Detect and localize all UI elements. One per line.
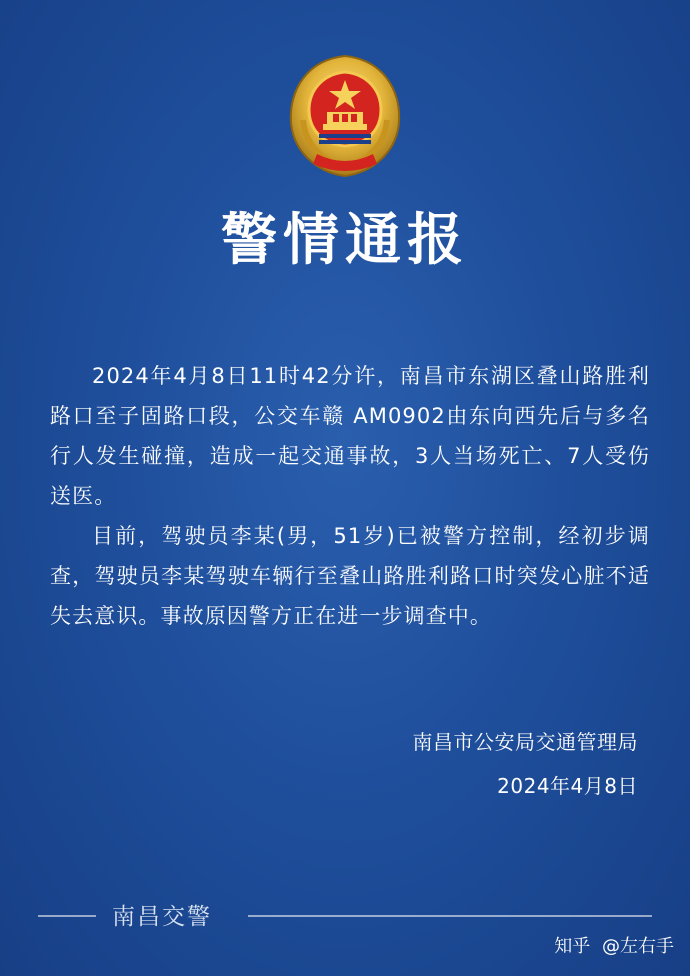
notice-title: 警情通报 [221,207,469,273]
notice-paragraph: 目前，驾驶员李某(男，51岁)已被警方控制，经初步调查，驾驶员李某驾驶车辆行至叠山路胜利路口时突发心脏不适失去意识。事故原因警方正在进一步调查中。 [50,524,650,628]
issuer: 南昌市公安局交通管理局 [412,730,638,754]
footer-brand: 南昌交警 [112,904,212,930]
watermark-site: 知乎 [554,936,591,957]
footer-divider-left [38,915,96,917]
notice-signature [413,720,639,808]
police-emblem-icon [283,50,407,180]
issue-date: 2024年4月8日 [497,774,638,798]
notice-body [50,356,650,636]
notice-paragraph: 2024年4月8日11时42分许，南昌市东湖区叠山路胜利路口至子固路口段，公交车赣 AM0902由东向西先后与多名行人发生碰撞，造成一起交通事故，3人当场死亡、7人受伤送医。 [50,364,650,508]
zhihu-watermark [548,932,674,958]
watermark-author: @左右手 [602,936,674,957]
footer-divider-right [248,915,652,917]
